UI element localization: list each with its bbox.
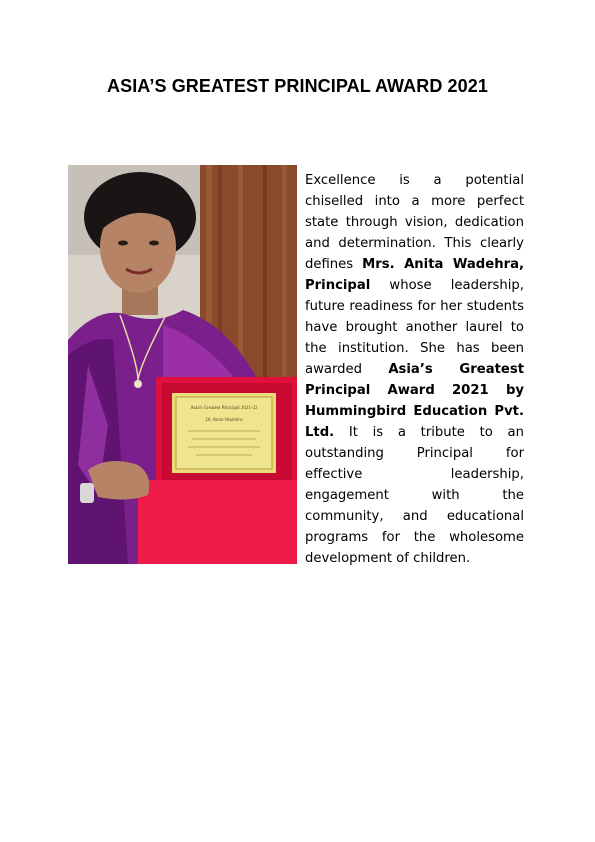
principal-award-photo [68, 165, 297, 564]
photo-illustration [68, 165, 297, 564]
principal-name: Mrs. Anita Wadehra, Principal [305, 257, 524, 293]
award-name: Asia’s Greatest Principal Award 2021 by Hummingbird Education Pvt. Ltd. [305, 362, 524, 440]
certificate-name: Dr. Anita Wadehra [205, 418, 243, 423]
text-run: whose leadership, future readiness for her students have brought another laurel to the institution. She has been awarded [305, 278, 524, 377]
text-run: Excellence is a potential chiselled into a more perfect state through vision, dedication and determination. This clearly defines [305, 173, 524, 272]
award-description [305, 170, 524, 569]
wrist-watch [80, 483, 94, 503]
text-run: It is a tribute to an outstanding Principal for effective leadership, engagement with the community, and educational programs for the wholesome development of children. [305, 425, 524, 566]
hand [88, 461, 149, 500]
page-title: ASIA’S GREATEST PRINCIPAL AWARD 2021 [106, 76, 488, 96]
certificate-heading: Asia's Greatest Principal 2021-22 [190, 406, 258, 411]
